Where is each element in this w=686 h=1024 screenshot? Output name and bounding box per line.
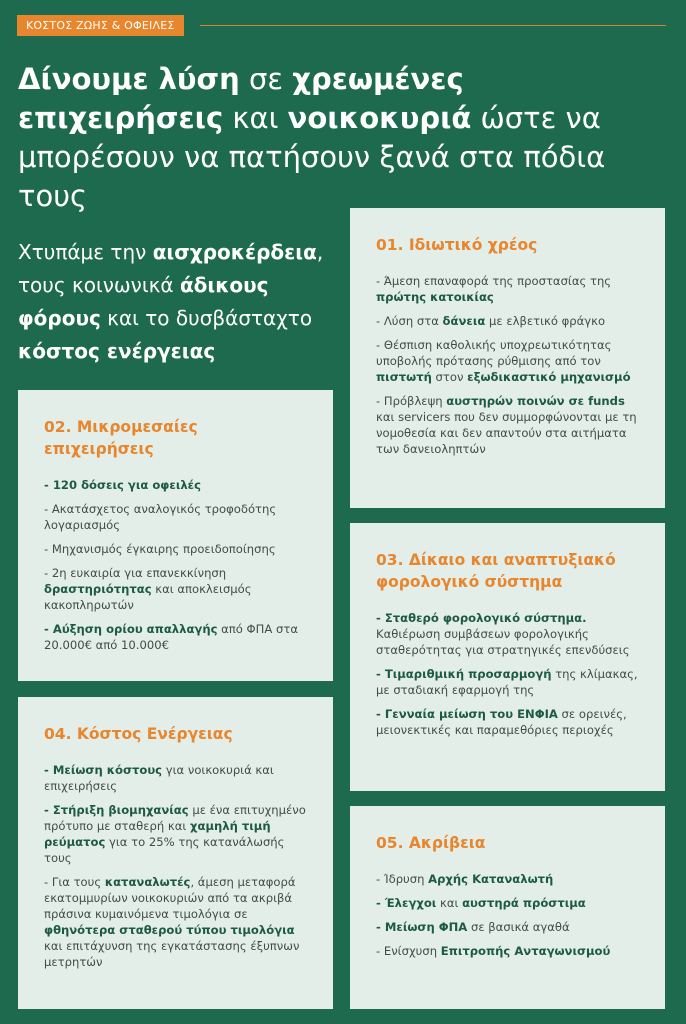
text-run: της κλίμακας, με σταδιακή εφαρμογή της: [376, 667, 638, 697]
headline: [18, 60, 678, 216]
text-run: - Ίδρυση: [376, 872, 429, 886]
text-run: Χτυπάμε την: [18, 240, 153, 264]
card-energy-cost: [18, 697, 333, 1009]
list-item: [376, 337, 643, 385]
text-run: με ελβετικό φράγκο: [485, 314, 606, 328]
bold-text: νοικοκυριά: [287, 101, 472, 135]
bold-text: - Γενναία μείωση του ΕΝΦΙΑ: [376, 707, 558, 721]
text-run: , άμεση μεταφορά εκατομμυρίων νοικοκυριών από τα ακριβά πράσινα κυμαινόμενα τιμολόγια σε: [44, 875, 296, 921]
text-run: - Μηχανισμός έγκαιρης προειδοποίησης: [44, 542, 276, 556]
card-title: 03. Δίκαιο και αναπτυξιακό φορολογικό σύστημα: [376, 551, 616, 591]
text-run: και αποκλεισμός κακοπληρωτών: [44, 582, 252, 612]
card-title: 01. Ιδιωτικό χρέος: [376, 236, 538, 254]
category-tag: ΚΟΣΤΟΣ ΖΩΗΣ & ΟΦΕΙΛΕΣ: [17, 15, 184, 36]
bold-text: φθηνότερα σταθερού τύπου τιμολόγια: [44, 923, 295, 937]
text-run: και: [436, 896, 463, 910]
text-run: για νοικοκυριά και επιχειρήσεις: [44, 763, 274, 793]
list-item: [376, 943, 643, 959]
tag-divider: [200, 25, 666, 26]
bold-text: δάνεια: [442, 314, 486, 328]
list-item: [44, 621, 311, 653]
list-item: [44, 541, 311, 557]
bold-text: κόστος ενέργειας: [18, 339, 216, 363]
list-item: [44, 802, 311, 866]
bold-text: - Στήριξη βιομηχανίας: [44, 803, 189, 817]
list-item: [376, 313, 643, 329]
list-item: [376, 273, 643, 305]
text-run: - Πρόβλεψη: [376, 394, 447, 408]
text-run: , τους κοινωνικά: [18, 240, 324, 297]
bold-text: - Αύξηση ορίου απαλλαγής: [44, 622, 218, 636]
text-run: - Για τους: [44, 875, 105, 889]
text-run: - Ακατάσχετος αναλογικός τροφοδότης λογαριασμός: [44, 502, 277, 532]
list-item: [376, 919, 643, 935]
list-item: [376, 610, 643, 658]
bold-text: εξωδικαστικό μηχανισμό: [467, 370, 631, 384]
list-item: [44, 874, 311, 970]
text-run: - Ενίσχυση: [376, 944, 441, 958]
text-run: και το δυσβάσταχτο: [100, 306, 313, 330]
text-run: και: [223, 101, 288, 135]
bold-text: - 120 δόσεις για οφειλές: [44, 478, 202, 492]
list-item: [376, 895, 643, 911]
list-item: [376, 706, 643, 738]
text-run: - Άμεση επαναφορά της προστασίας της: [376, 274, 612, 288]
bold-text: αυστηρών ποινών σε funds: [446, 394, 625, 408]
list-item: [44, 762, 311, 794]
text-run: και επιτάχυνση της εγκατάστασης έξυπνων μετρητών: [44, 939, 300, 969]
text-run: στον: [431, 370, 468, 384]
bold-text: καταναλωτές: [104, 875, 191, 889]
list-item: [44, 477, 311, 493]
text-run: σε ορεινές, μειονεκτικές και παραμεθόριες περιοχές: [376, 707, 627, 737]
text-run: - Θέσπιση καθολικής υποχρεωτικότητας υποβολής πρότασης ρύθμισης από τον: [376, 338, 612, 368]
bold-text: πρώτης κατοικίας: [376, 290, 494, 304]
bold-text: άδικους φόρους: [18, 273, 269, 330]
list-item: [376, 393, 643, 457]
card-private-debt: [350, 208, 665, 508]
text-run: με ένα επιτυχημένο πρότυπο με σταθερή και: [44, 803, 306, 833]
bold-text: - Μείωση ΦΠΑ: [376, 920, 468, 934]
card-price-hikes: [350, 806, 665, 1009]
bold-text: Επιτροπής Ανταγωνισμού: [440, 944, 611, 958]
text-run: από ΦΠΑ στα 20.000€ από 10.000€: [44, 622, 298, 652]
card-title: 04. Κόστος Ενέργειας: [44, 725, 233, 743]
list-item: [44, 501, 311, 533]
list-item: [376, 666, 643, 698]
bold-text: Δίνουμε λύση: [18, 62, 240, 96]
bold-text: αισχροκέρδεια: [152, 240, 317, 264]
text-run: ώστε να μπορέσουν να πατήσουν ξανά στα πόδια τους: [18, 101, 606, 213]
list-item: [44, 565, 311, 613]
bold-text: - Τιμαριθμική προσαρμογή: [376, 667, 552, 681]
bold-text: χρεωμένες επιχειρήσεις: [18, 62, 464, 135]
text-run: Καθιέρωση συμβάσεων φορολογικής σταθερότητας για στρατηγικές επενδύσεις: [376, 627, 630, 657]
bold-text: - Μείωση κόστους: [44, 763, 163, 777]
text-run: - 2η ευκαιρία για επανεκκίνηση: [44, 566, 227, 580]
bold-text: πιστωτή: [376, 370, 432, 384]
bold-text: δραστηριότητας: [44, 582, 152, 596]
card-title: 02. Μικρομεσαίες επιχειρήσεις: [44, 418, 198, 458]
bold-text: χαμηλή τιμή ρεύματος: [44, 819, 271, 849]
card-small-businesses: [18, 390, 333, 681]
text-run: και servicers που δεν συμμορφώνονται με τη νομοθεσία και δεν απαντούν στα αιτήματα των δανειοληπτών: [376, 410, 637, 456]
bold-text: - Σταθερό φορολογικό σύστημα.: [376, 611, 587, 625]
card-title: 05. Ακρίβεια: [376, 834, 486, 852]
text-run: σε: [239, 62, 293, 96]
text-run: - Λύση στα: [376, 314, 443, 328]
card-tax-system: [350, 523, 665, 791]
text-run: για το 25% της κατανάλωσής τους: [44, 835, 285, 865]
list-item: [376, 871, 643, 887]
intro-text: [18, 236, 328, 368]
text-run: σε βασικά αγαθά: [467, 920, 570, 934]
bold-text: Αρχής Καταναλωτή: [428, 872, 554, 886]
bold-text: - Έλεγχοι: [376, 896, 437, 910]
bold-text: αυστηρά πρόστιμα: [462, 896, 586, 910]
